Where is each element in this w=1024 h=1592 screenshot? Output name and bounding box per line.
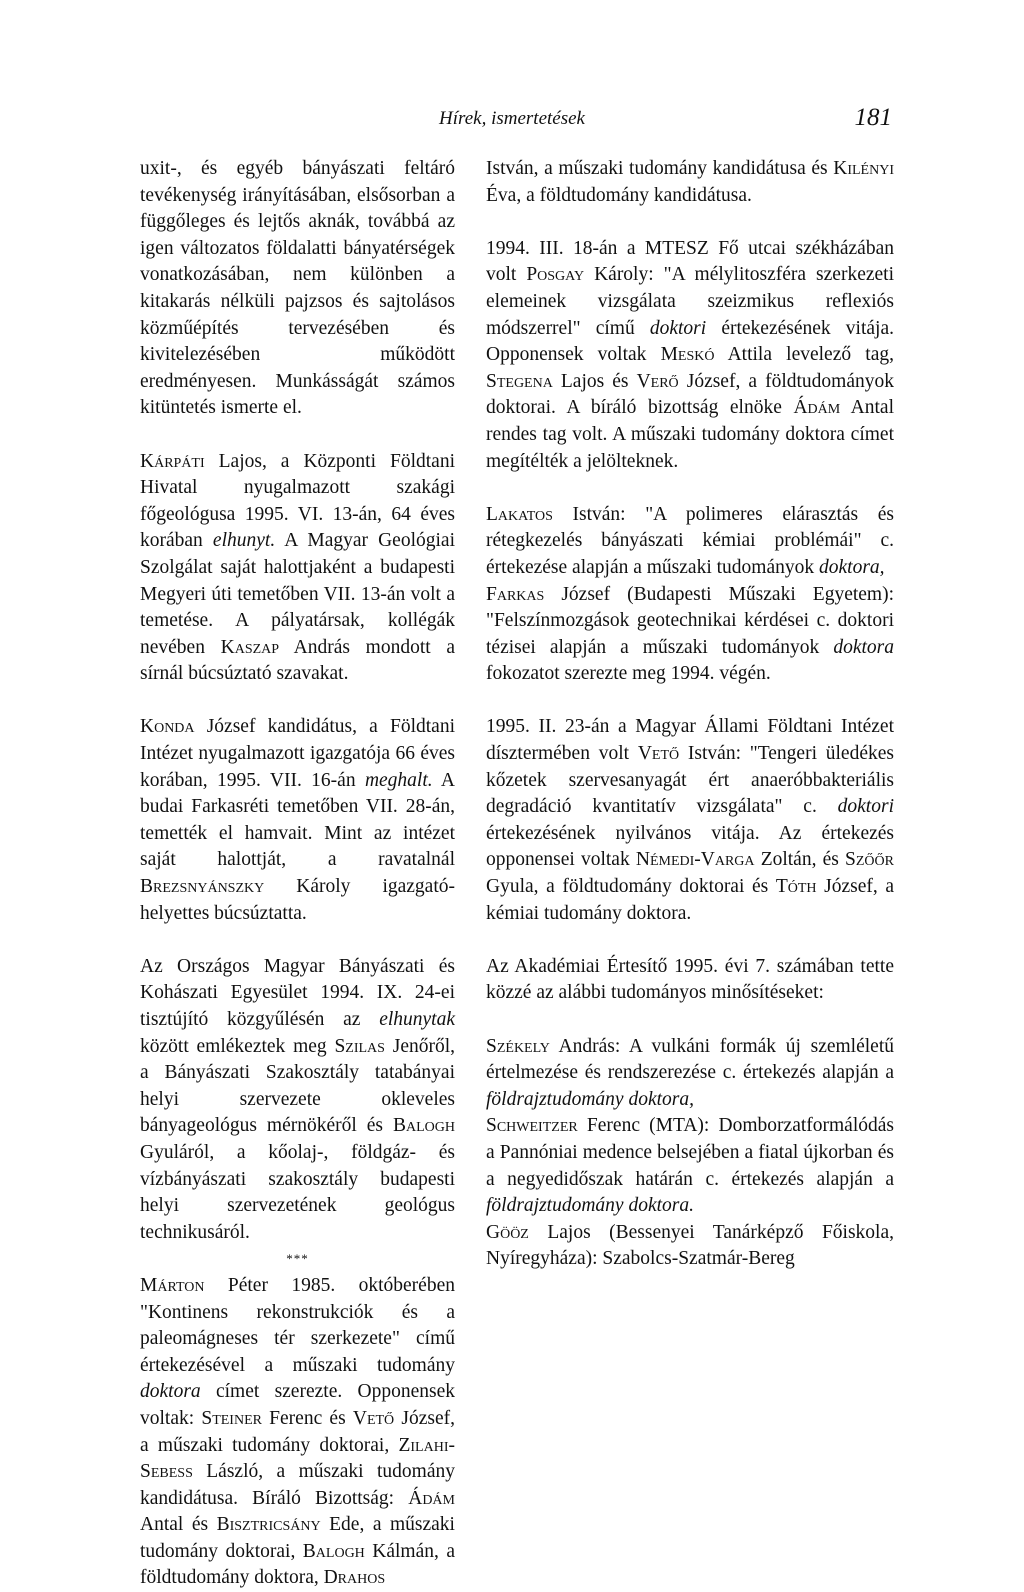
text-run: 1994. III. 18-án a MTESZ Fő utcai székházában volt bbox=[486, 237, 894, 286]
text-run: András: A vulkáni formák új szemléletű értelmezése és rendszerezése c. értekezés alapján a bbox=[486, 1035, 894, 1084]
paragraph-konda bbox=[140, 714, 455, 927]
paragraph-lakatos bbox=[486, 502, 894, 582]
person-name: Konda bbox=[140, 716, 195, 738]
emphasis: doktori bbox=[649, 317, 707, 339]
person-name: Vető bbox=[352, 1407, 395, 1429]
person-name: Zilahi-Sebess bbox=[140, 1434, 455, 1483]
person-name: Drahos bbox=[323, 1567, 386, 1589]
text-run: között emlékeztek meg bbox=[140, 1035, 335, 1057]
text-run: Károly igazgató-helyettes búcsúztatta. bbox=[140, 876, 455, 924]
page-number: 181 bbox=[854, 104, 892, 131]
section-separator: *** bbox=[286, 1251, 309, 1267]
person-name: Steiner bbox=[201, 1407, 262, 1429]
text-run: László, a műszaki tudomány kandidátusa. Bíráló Bizottság: bbox=[140, 1461, 455, 1509]
paragraph-gooz bbox=[486, 1220, 894, 1273]
person-name: Brezsnyánszky bbox=[140, 876, 265, 898]
paragraph-obituary-intro: uxit-, és egyéb bányászati feltáró tevékenység irányításában, elsősorban a függőleges és lejtős aknák, továbbá az igen változatos földalatti bányatérségek vonatkozásában, nem különben a kitakarás nélküli pajzsos és sajtolásos közműépítés tervezésében és kivitelezésében működött eredményesen. Munkásságát számos kitüntetés ismerte el. bbox=[140, 158, 455, 419]
paragraph-marton bbox=[140, 1273, 455, 1592]
text-run: József, a kémiai tudomány doktora. bbox=[486, 876, 894, 924]
text-run: Éva, a földtudomány kandidátusa. bbox=[486, 184, 752, 206]
emphasis: földrajztudomány doktora, bbox=[486, 1088, 694, 1110]
emphasis: meghalt. bbox=[364, 769, 433, 791]
text-run: értekezésének vitája. Opponensek voltak bbox=[486, 317, 894, 366]
text-run: András mondott a sírnál búcsúztató szavakat. bbox=[140, 636, 455, 685]
paragraph-akademiai-ertesito: Az Akadémiai Értesítő 1995. évi 7. számában tette közzé az alábbi tudományos minősítéseket: bbox=[486, 955, 894, 1004]
text-run: Antal rendes tag volt. A műszaki tudomány doktora címet megítélték a jelölteknek. bbox=[486, 397, 895, 472]
text-run: Ferenc (MTA): Domborzatformálódás a Pannóniai medence belsejében a fiatal újkorban és a negyedidőszak határán c. értekezés alapján a bbox=[486, 1115, 894, 1190]
paragraph-schweitzer bbox=[486, 1113, 894, 1219]
text-run: István: "Tengeri üledékes kőzetek szervesanyagát ért anaeróbbakteriális degradáció kvantitatív vizsgálata" c. bbox=[486, 743, 894, 818]
person-name: Farkas bbox=[486, 583, 545, 605]
person-name: Posgay bbox=[526, 264, 585, 286]
person-name: Szilas bbox=[334, 1035, 385, 1057]
text-run: István: "A polimeres elárasztás és rétegkezelés bányászati kémiai problémái" c. értekezése alapján a műszaki tudományok bbox=[486, 503, 894, 578]
right-column bbox=[486, 156, 894, 1273]
text-run: József, a földtudományok doktorai. A bíráló bizottság elnöke bbox=[486, 370, 894, 419]
emphasis: doktora bbox=[140, 1381, 201, 1403]
person-name: Meskó bbox=[660, 344, 715, 366]
text-run: Antal és bbox=[140, 1514, 217, 1536]
text-run: Jenőről, a Bányászati Szakosztály tatabányai helyi szervezete okleveles bányageológus mérnökéről és bbox=[140, 1035, 456, 1137]
paragraph-ombke bbox=[140, 954, 455, 1247]
person-name: Gööz bbox=[486, 1221, 529, 1243]
text-run: Gyula, a földtudomány doktorai és bbox=[486, 876, 776, 898]
text-run: 1995. II. 23-án a Magyar Állami Földtani Intézet dísztermében volt bbox=[486, 716, 894, 765]
person-name: Ádám bbox=[408, 1487, 455, 1509]
left-column bbox=[140, 156, 455, 1592]
text-run: József (Budapesti Műszaki Egyetem): "Felszínmozgások geotechnikai kérdései c. doktori tézisei alapján a műszaki tudományok bbox=[486, 583, 894, 658]
text-run: Lajos (Bessenyei Tanárképző Főiskola, Nyíregyháza): Szabolcs-Szatmár-Bereg bbox=[486, 1221, 894, 1270]
text-run: József, a műszaki tudomány doktorai, bbox=[140, 1407, 455, 1456]
person-name: Balogh bbox=[302, 1540, 365, 1562]
paragraph-continuation bbox=[486, 156, 894, 209]
emphasis: elhunytak bbox=[379, 1009, 455, 1030]
text-run: A budai Farkasréti temetőben VII. 28-án, temették el hamvait. Mint az intézet saját halottját, a ravatalnál bbox=[140, 769, 455, 871]
running-header bbox=[0, 104, 1024, 136]
paragraph-farkas bbox=[486, 582, 894, 688]
emphasis: földrajztudomány doktora. bbox=[486, 1195, 694, 1217]
text-run: Ferenc és bbox=[261, 1407, 353, 1429]
person-name: Stegena bbox=[486, 370, 553, 392]
person-name: Kilényi bbox=[833, 158, 894, 179]
emphasis: elhunyt. bbox=[212, 530, 276, 552]
person-name: Némedi-Varga bbox=[635, 849, 755, 871]
text-run: Lajos, a Központi Földtani Hivatal nyugalmazott szakági főgeológusa 1995. VI. 13-án, 64 éves korában bbox=[140, 450, 455, 552]
text-run: Ede, a műszaki tudomány doktorai, bbox=[140, 1514, 455, 1562]
text-run: Kálmán, a földtudomány doktora, bbox=[140, 1540, 455, 1589]
person-name: Lakatos bbox=[486, 503, 553, 525]
person-name: Kaszap bbox=[220, 636, 280, 658]
paragraph-szekely bbox=[486, 1034, 894, 1114]
text-run: Attila levelező tag, bbox=[714, 344, 894, 366]
person-name: Ádám bbox=[793, 397, 841, 419]
text-run: Péter 1985. októberében "Kontinens rekonstrukciók és a paleomágneses tér szerkezete" című értekezésével a műszaki tudomány bbox=[140, 1274, 455, 1376]
person-name: Tóth bbox=[775, 876, 817, 898]
text-run: értekezésének nyilvános vitája. Az értekezés opponensei voltak bbox=[486, 822, 894, 871]
text-run: István, a műszaki tudomány kandidátusa és bbox=[486, 158, 834, 179]
person-name: Székely bbox=[486, 1035, 550, 1057]
person-name: Kárpáti bbox=[140, 450, 205, 472]
text-run: Zoltán, és bbox=[754, 849, 846, 871]
emphasis: doktori bbox=[837, 796, 894, 818]
person-name: Balogh bbox=[393, 1115, 455, 1137]
person-name: Vető bbox=[637, 743, 680, 765]
text-run: A Magyar Geológiai Szolgálat saját halottjaként a budapesti Megyeri úti temetőben VII. 13-án volt a temetése. A pályatársak, kollégák nevében bbox=[140, 530, 455, 658]
person-name: Szőőr bbox=[845, 849, 894, 871]
emphasis: doktora, bbox=[819, 556, 885, 578]
text-run: Az Országos Magyar Bányászati és Kohászati Egyesület 1994. IX. 24-ei tisztújító közgyűlésén az bbox=[140, 955, 455, 1030]
paragraph-posgay bbox=[486, 236, 894, 475]
running-title: Hírek, ismertetések bbox=[439, 108, 585, 129]
person-name: Márton bbox=[140, 1274, 205, 1296]
text-run: Gyuláról, a kőolaj-, földgáz- és vízbányászati szakosztály budapesti helyi szervezetének geológus technikusáról. bbox=[140, 1141, 455, 1243]
person-name: Bisztricsány bbox=[216, 1514, 321, 1536]
text-run: József kandidátus, a Földtani Intézet nyugalmazott igazgatója 66 éves korában, 1995. VII. 16-án bbox=[140, 716, 455, 791]
person-name: Schweitzer bbox=[486, 1115, 578, 1137]
emphasis: doktora bbox=[833, 636, 894, 658]
text-run: Lajos és bbox=[552, 370, 637, 392]
paragraph-karpati bbox=[140, 449, 455, 688]
text-run: fokozatot szerezte meg 1994. végén. bbox=[486, 663, 771, 685]
text-run: címet szerezte. Opponensek voltak: bbox=[140, 1381, 455, 1429]
paragraph-veto bbox=[486, 714, 894, 927]
text-run: Károly: "A mélylitoszféra szerkezeti elemeinek vizsgálata szeizmikus reflexiós módszerrel" című bbox=[486, 264, 894, 339]
person-name: Verő bbox=[636, 370, 679, 392]
